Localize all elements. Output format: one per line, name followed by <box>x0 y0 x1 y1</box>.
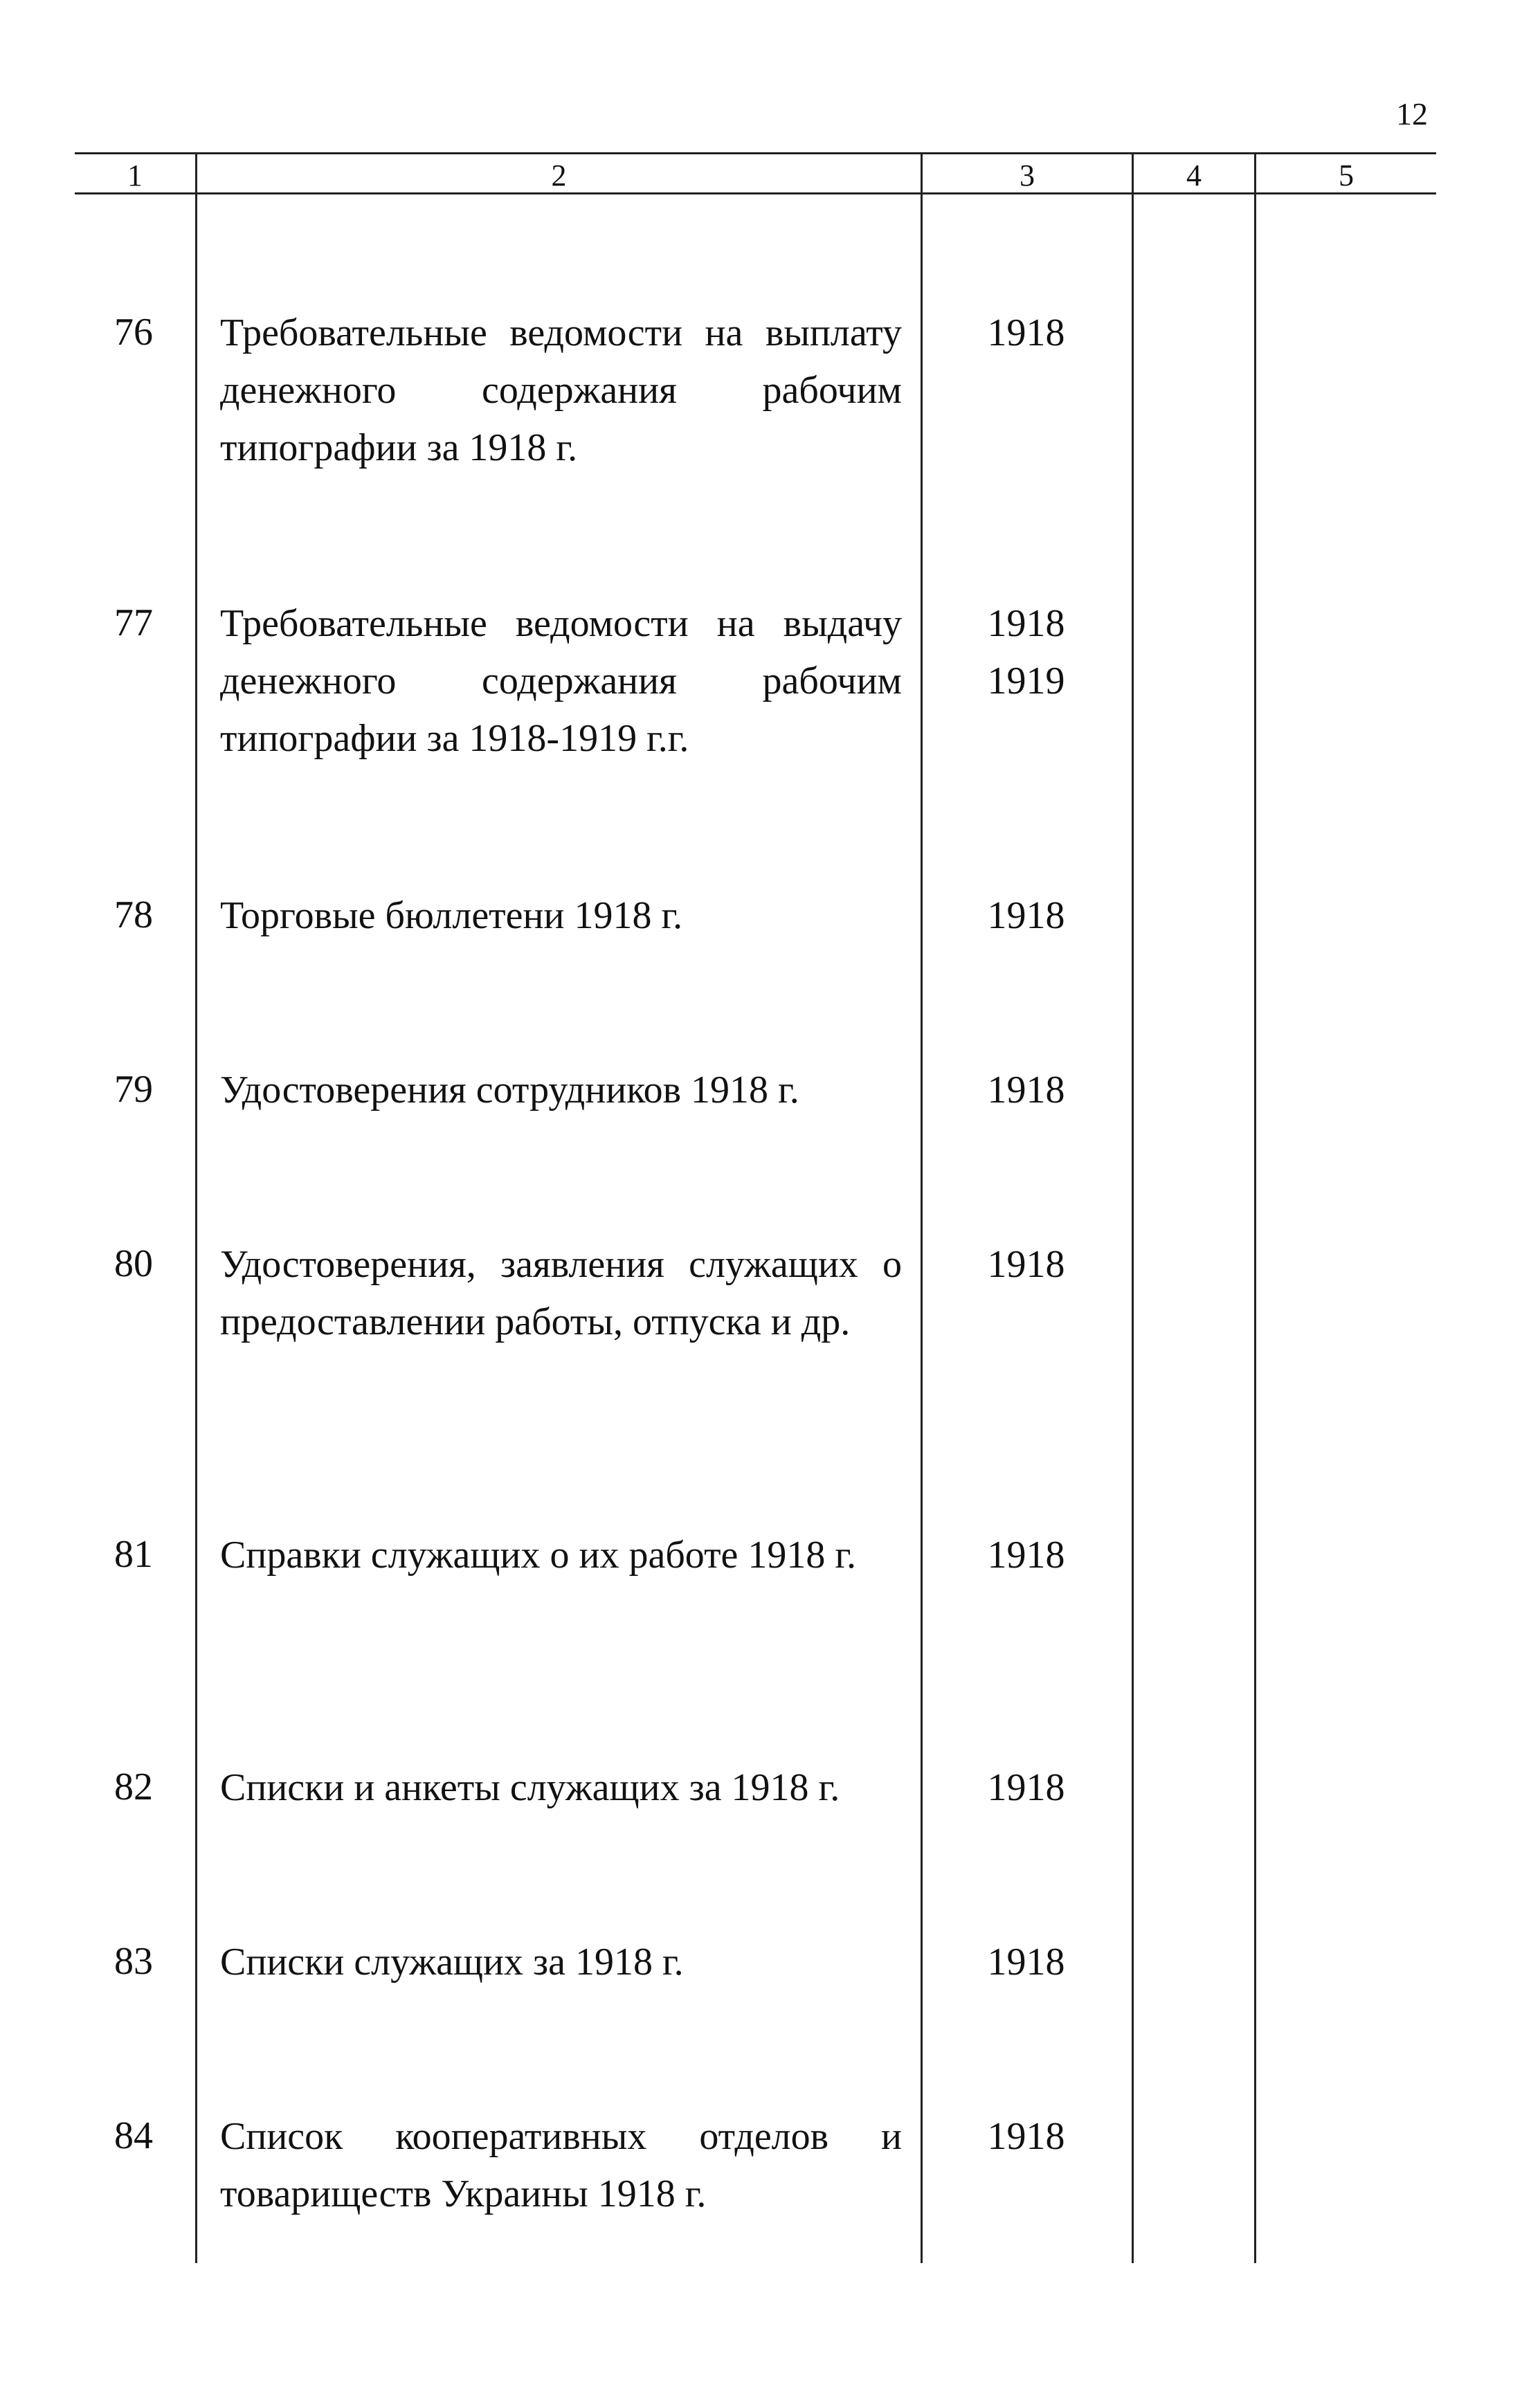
column-header-2: 2 <box>551 158 567 192</box>
row-year: 1918 <box>987 2115 1065 2158</box>
row-title: Списки служащих за 1918 г. <box>220 1941 684 1984</box>
row-year: 1918 <box>987 1766 1065 1809</box>
page-number: 12 <box>1396 96 1428 131</box>
row-number: 80 <box>114 1242 153 1285</box>
row-number: 77 <box>114 601 153 644</box>
column-header-3: 3 <box>1020 158 1035 192</box>
column-divider-3 <box>1132 154 1134 2263</box>
row-year: 1918 <box>987 602 1065 645</box>
row-number: 82 <box>114 1766 153 1808</box>
row-years <box>921 2108 1132 2166</box>
row-years <box>921 1062 1132 1119</box>
row-number: 78 <box>114 893 153 936</box>
row-number: 81 <box>114 1533 153 1576</box>
row-title: Удостоверения, заявления служащих о предоставлении работы, отпуска и др. <box>220 1243 902 1343</box>
row-year: 1918 <box>987 1941 1065 1984</box>
row-title: Список кооперативных отделов и товариществ Украины 1918 г. <box>220 2115 902 2215</box>
row-number: 76 <box>114 311 153 354</box>
row-number: 83 <box>114 1940 153 1983</box>
row-years <box>921 1236 1132 1294</box>
column-header-1: 1 <box>127 158 143 192</box>
row-years <box>921 887 1132 945</box>
row-year: 1918 <box>987 894 1065 937</box>
row-years <box>921 1527 1132 1584</box>
row-year: 1918 <box>987 1534 1065 1577</box>
column-header-5: 5 <box>1339 158 1354 192</box>
row-year: 1919 <box>987 660 1065 702</box>
row-title: Требовательные ведомости на выдачу денежного содержания рабочим типографии за 1918-1919 г.г. <box>220 602 902 760</box>
row-years <box>921 595 1132 710</box>
row-title: Списки и анкеты служащих за 1918 г. <box>220 1766 840 1809</box>
column-header-4: 4 <box>1186 158 1202 192</box>
row-title: Удостоверения сотрудников 1918 г. <box>220 1069 799 1111</box>
row-year: 1918 <box>987 1243 1065 1286</box>
row-years <box>921 1934 1132 1991</box>
row-title: Требовательные ведомости на выплату денежного содержания рабочим типографии за 1918 г. <box>220 311 902 469</box>
row-number: 79 <box>114 1068 153 1111</box>
column-divider-4 <box>1254 154 1256 2263</box>
row-title: Справки служащих о их работе 1918 г. <box>220 1534 857 1577</box>
table-top-rule <box>75 152 1436 154</box>
column-divider-1 <box>195 154 197 2263</box>
row-years <box>921 305 1132 362</box>
row-years <box>921 1759 1132 1817</box>
row-number: 84 <box>114 2114 153 2157</box>
row-year: 1918 <box>987 1069 1065 1111</box>
row-title: Торговые бюллетени 1918 г. <box>220 894 683 937</box>
row-year: 1918 <box>987 311 1065 354</box>
